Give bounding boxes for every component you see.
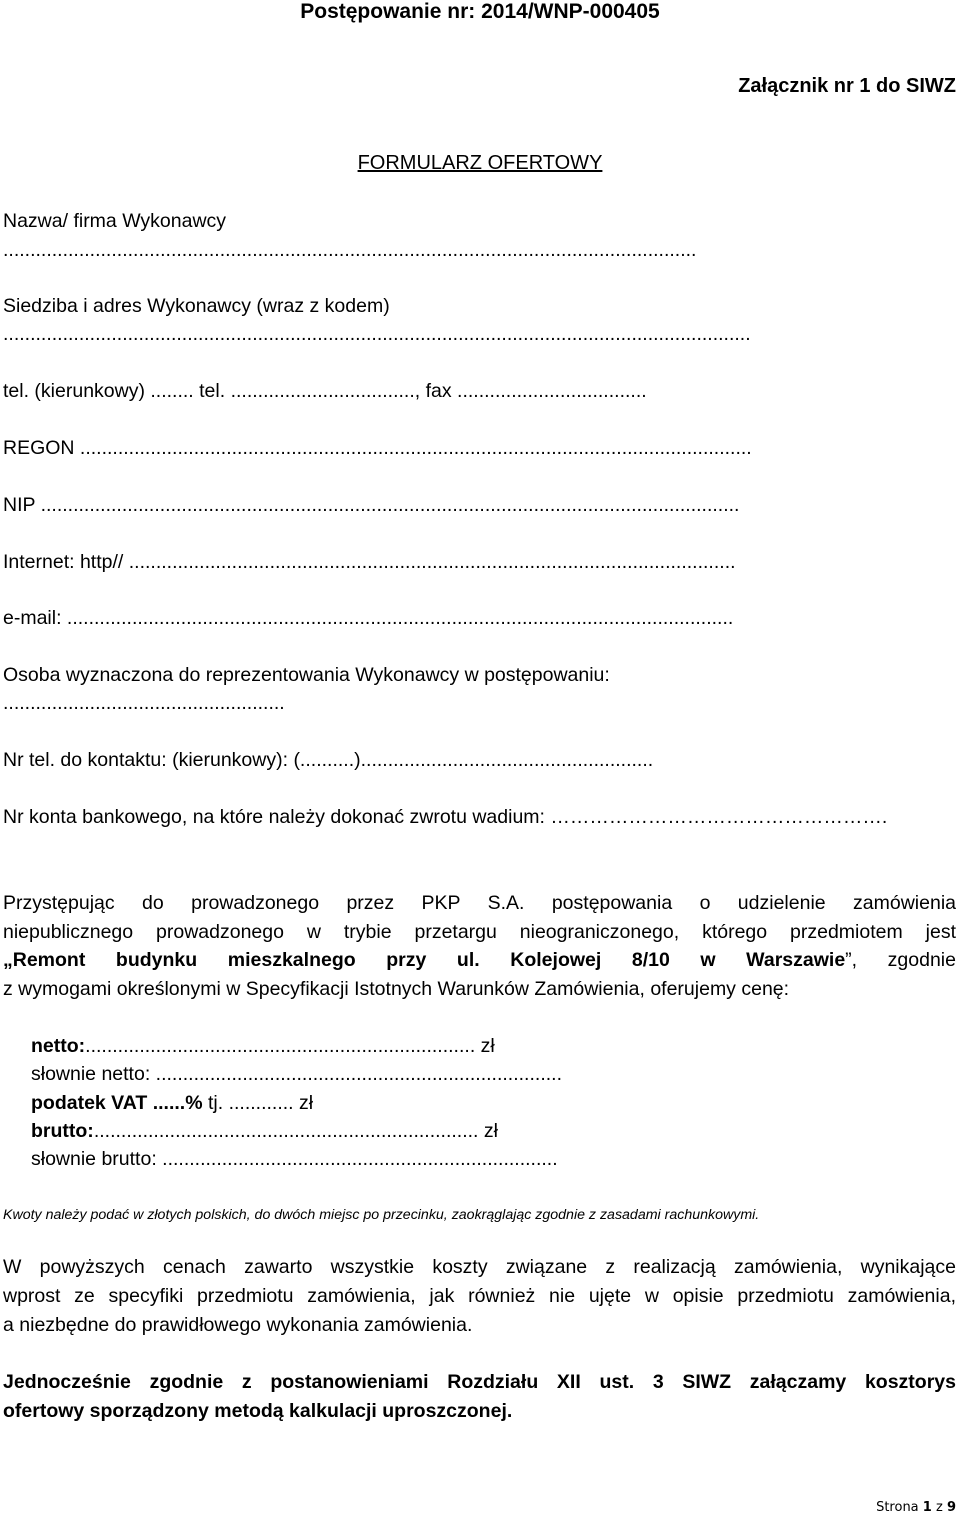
brutto-value: ....................................................................... zł	[93, 1120, 498, 1142]
contractor-name-field[interactable]: ................................................................................................................................	[3, 239, 697, 261]
amounts-note: Kwoty należy podać w złotych polskich, do dwóch miejsc po przecinku, zaokrąglając zgodnie z zasadami rachunkowymi.	[3, 1207, 760, 1223]
offer-paragraph-line-3-rest: ”, zgodnie	[845, 949, 956, 971]
attachment-label: Załącznik nr 1 do SIWZ	[738, 75, 956, 97]
procedure-number: Postępowanie nr: 2014/WNP-000405	[300, 0, 660, 23]
offer-paragraph-line-4: z wymogami określonymi w Specyfikacji Istotnych Warunków Zamówienia, oferujemy cenę:	[3, 978, 790, 1000]
page-of-label: z	[935, 1500, 943, 1515]
regon-field[interactable]: REGON ............................................................................................................................	[3, 437, 752, 459]
representative-label: Osoba wyznaczona do reprezentowania Wykonawcy w postępowaniu:	[3, 664, 610, 686]
offer-paragraph-line-1: Przystępując do prowadzonego przez PKP S.A. postępowania o udzielenie zamówienia	[3, 892, 956, 914]
page-total: 9	[946, 1500, 956, 1515]
page-label: Strona	[876, 1500, 919, 1515]
nip-field[interactable]: NIP .................................................................................................................................	[3, 494, 740, 516]
costs-line-1: W powyższych cenach zawarto wszystkie koszty związane z realizacją zamówienia, wynikające	[3, 1256, 956, 1278]
brutto-label: brutto:	[31, 1120, 94, 1142]
representative-field[interactable]: ....................................................	[3, 692, 285, 714]
vat-label: podatek VAT ......%	[31, 1092, 203, 1114]
page-current: 1	[922, 1500, 932, 1515]
contact-phone-field[interactable]: Nr tel. do kontaktu: (kierunkowy): (..........)......................................................	[3, 749, 654, 771]
subject-of-order: „Remont budynku mieszkalnego przy ul. Kolejowej 8/10 w Warszawie	[3, 949, 846, 971]
offer-paragraph-line-2: niepublicznego prowadzonego w trybie przetargu nieograniczonego, którego przedmiotem jest	[3, 921, 956, 943]
page-number	[876, 1500, 956, 1515]
price-netto-words-field[interactable]: słownie netto: ...........................................................................	[31, 1063, 562, 1085]
vat-field[interactable]	[31, 1091, 313, 1115]
bank-account-field[interactable]: Nr konta bankowego, na które należy dokonać zwrotu wadium: …………………………………………….	[3, 806, 888, 828]
price-brutto-words-field[interactable]: słownie brutto: .........................................................................	[31, 1148, 558, 1170]
netto-label: netto:	[31, 1035, 86, 1057]
price-netto-field[interactable]	[31, 1034, 495, 1058]
internet-field[interactable]: Internet: http// ................................................................................................................	[3, 551, 736, 573]
contractor-address-label: Siedziba i adres Wykonawcy (wraz z kodem)	[3, 295, 390, 317]
phone-fax-field[interactable]: tel. (kierunkowy) ........ tel. .................................., fax ...................................	[3, 380, 647, 402]
contractor-address-field[interactable]: ..........................................................................................................................................	[3, 323, 751, 345]
declaration-line-2: ofertowy sporządzony metodą kalkulacji uproszczonej.	[3, 1400, 513, 1422]
email-field[interactable]: e-mail: ...........................................................................................................................	[3, 607, 734, 629]
costs-line-2: wprost ze specyfiki przedmiotu zamówienia, jak również nie ujęte w opisie przedmiotu zamówienia,	[3, 1285, 956, 1307]
contractor-name-label: Nazwa/ firma Wykonawcy	[3, 210, 227, 232]
netto-value: ........................................................................ zł	[85, 1035, 495, 1057]
offer-paragraph-line-3	[3, 948, 956, 972]
vat-value: tj. ............ zł	[202, 1092, 314, 1114]
form-title: FORMULARZ OFERTOWY	[357, 152, 603, 174]
price-brutto-field[interactable]	[31, 1119, 498, 1143]
declaration-line-1: Jednocześnie zgodnie z postanowieniami Rozdziału XII ust. 3 SIWZ załączamy kosztorys	[3, 1371, 956, 1393]
costs-line-3: a niezbędne do prawidłowego wykonania zamówienia.	[3, 1314, 473, 1336]
